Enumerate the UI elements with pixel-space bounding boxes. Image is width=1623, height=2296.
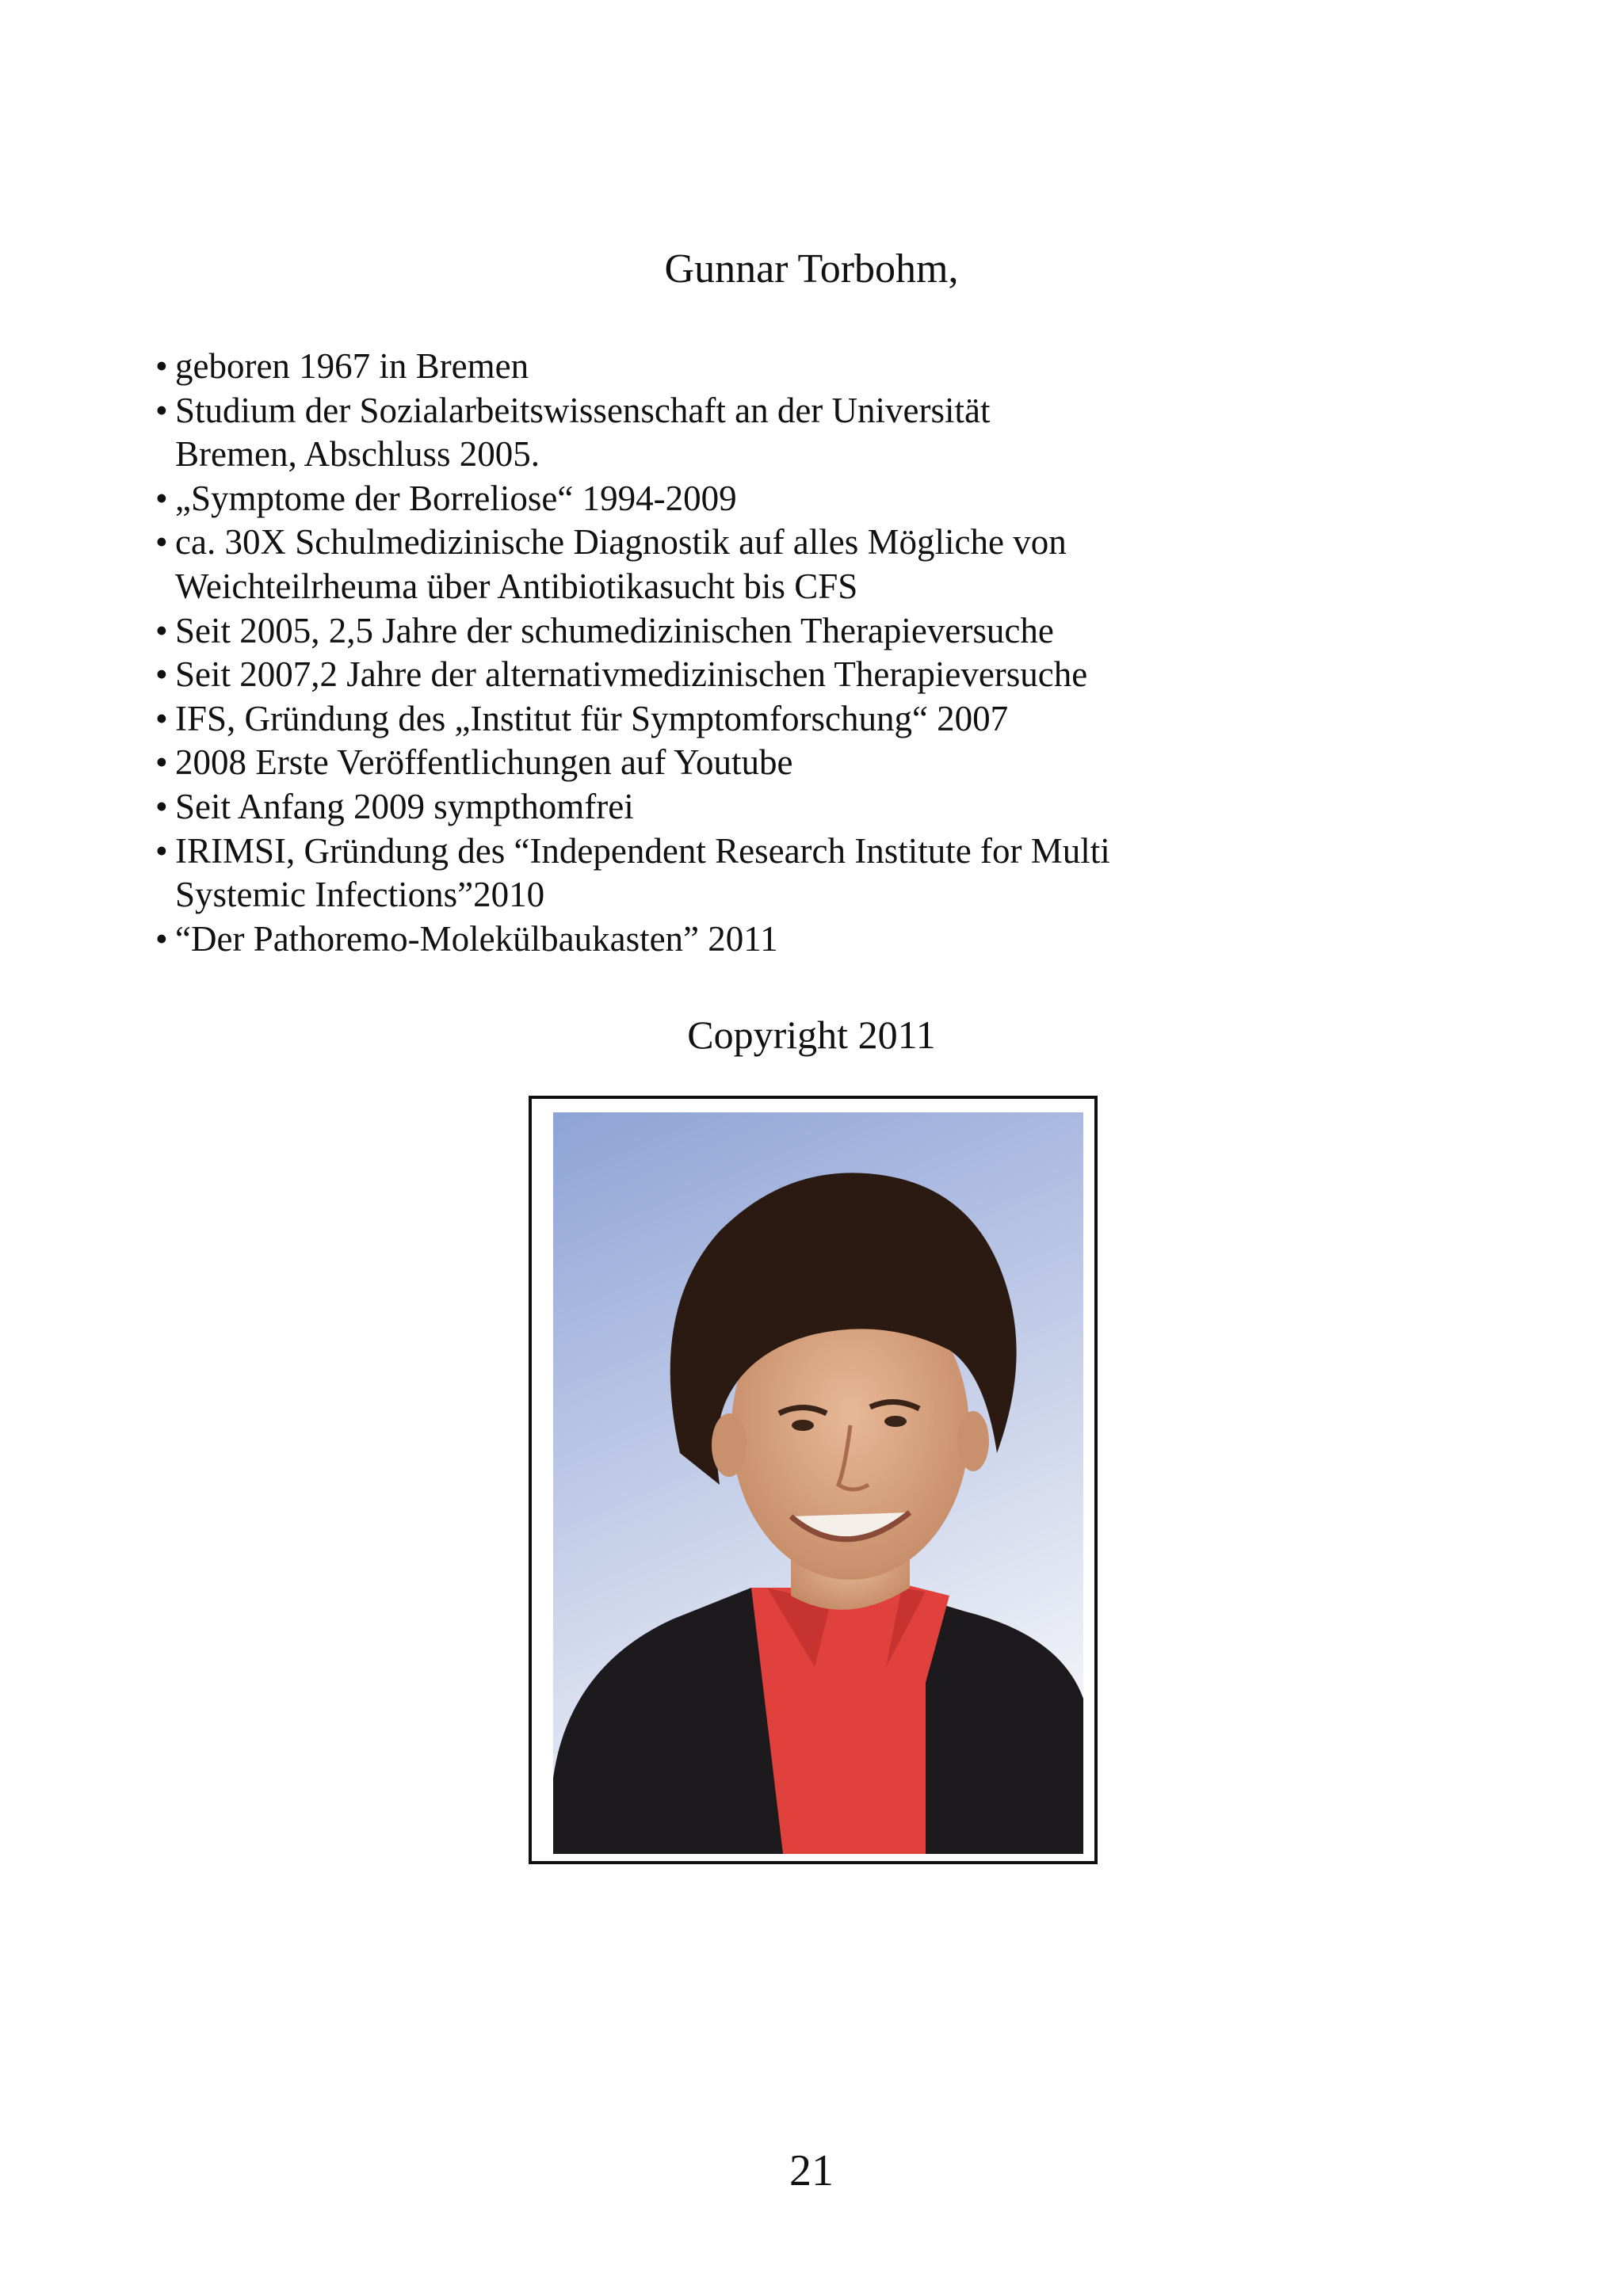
list-item-text: geboren 1967 in Bremen <box>175 346 529 386</box>
list-item-text: Studium der Sozialarbeitswissenschaft an der Universität <box>175 390 991 430</box>
portrait-photo <box>553 1112 1083 1854</box>
list-item <box>155 345 1503 389</box>
bullet: • <box>155 522 168 563</box>
list-item-text: Seit 2005, 2,5 Jahre der schumedizinischen Therapieversuche <box>175 610 1054 650</box>
bullet: • <box>155 918 168 959</box>
bullet: • <box>155 610 168 650</box>
list-item <box>155 917 1503 962</box>
bullet: • <box>155 390 168 430</box>
bullet: • <box>155 830 168 871</box>
list-item-text-continued: Weichteilrheuma über Antibiotikasucht bis CFS <box>175 566 858 606</box>
list-item-text: IRIMSI, Gründung des “Independent Research Institute for Multi <box>175 830 1110 871</box>
bullet: • <box>155 742 168 783</box>
page-number: 21 <box>789 2146 834 2195</box>
list-item <box>155 609 1503 654</box>
list-item-text-continued: Systemic Infections”2010 <box>175 875 545 915</box>
list-item-text: Seit 2007,2 Jahre der alternativmedizinischen Therapieversuche <box>175 654 1088 695</box>
list-item-text-continued: Bremen, Abschluss 2005. <box>175 434 540 475</box>
copyright-notice: Copyright 2011 <box>687 1013 936 1057</box>
bullet: • <box>155 786 168 826</box>
shirt-shape <box>751 1580 949 1854</box>
portrait-frame <box>529 1096 1098 1864</box>
list-item-text: Seit Anfang 2009 sympthomfrei <box>175 786 634 826</box>
list-item <box>155 697 1503 742</box>
bullet: • <box>155 654 168 695</box>
list-item-text: „Symptome der Borreliose“ 1994-2009 <box>175 478 737 518</box>
list-item <box>155 653 1503 697</box>
list-item-text: 2008 Erste Veröffentlichungen auf Youtube <box>175 742 793 783</box>
bullet: • <box>155 478 168 518</box>
list-item <box>155 521 1503 608</box>
list-item <box>155 389 1503 477</box>
bullet: • <box>155 346 168 386</box>
list-item-text: ca. 30X Schulmedizinische Diagnostik auf alles Mögliche von <box>175 522 1067 563</box>
list-item-text: “Der Pathoremo-Molekülbaukasten” 2011 <box>175 918 778 959</box>
list-item <box>155 785 1503 830</box>
list-item <box>155 477 1503 521</box>
page-title: Gunnar Torbohm, <box>664 246 959 292</box>
bullet: • <box>155 698 168 738</box>
list-item-text: IFS, Gründung des „Institut für Symptomforschung“ 2007 <box>175 698 1009 738</box>
list-item <box>155 830 1503 917</box>
list-item <box>155 741 1503 785</box>
bio-list <box>155 345 1503 961</box>
